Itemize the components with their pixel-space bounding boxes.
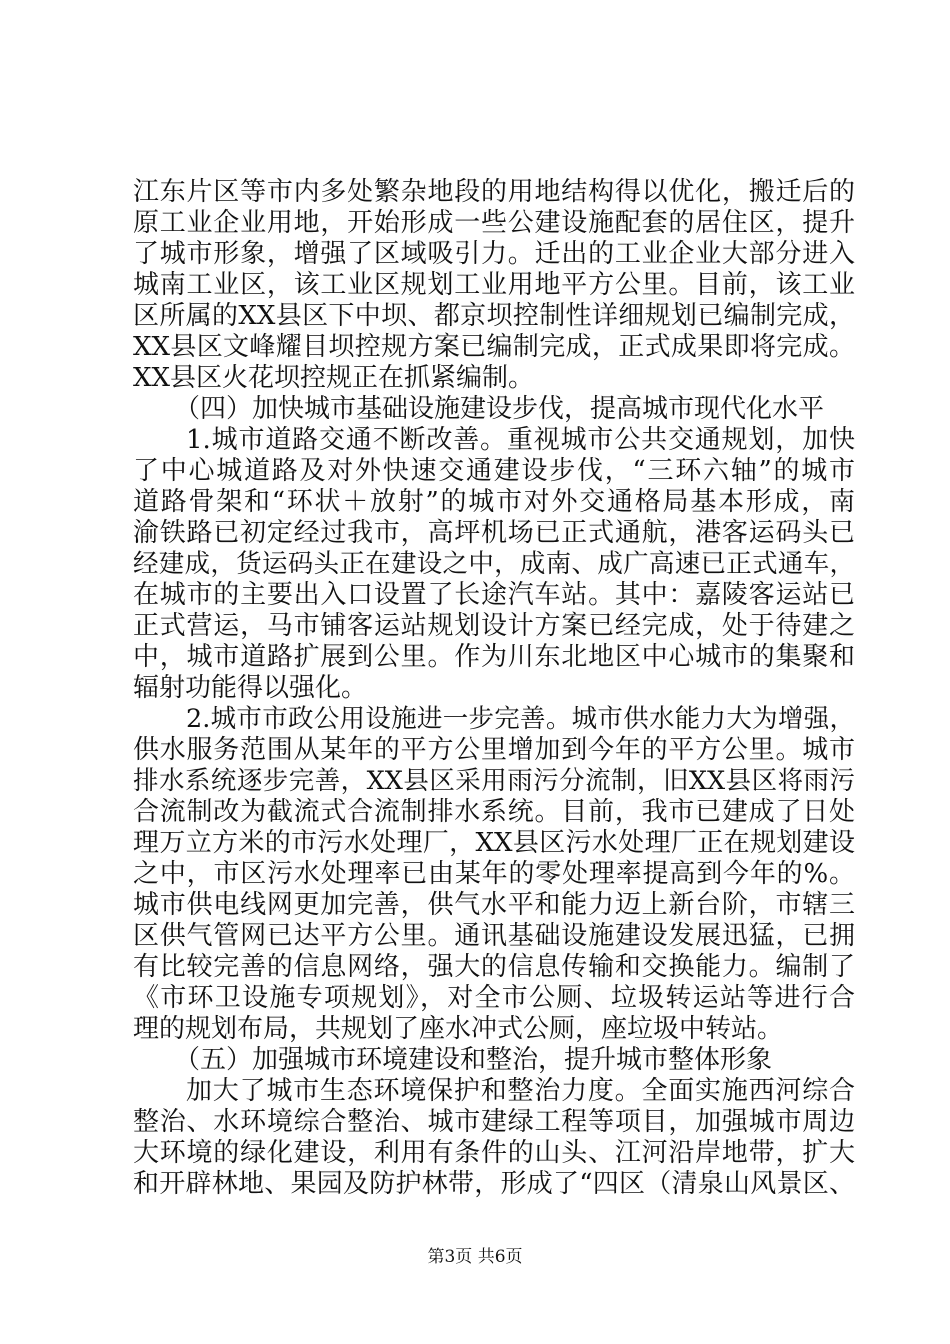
text-line: 原工业企业用地，开始形成一些公建设施配套的居住区，提升 bbox=[133, 208, 855, 238]
text-line: 正式营运，马市铺客运站规划设计方案已经完成，处于待建之 bbox=[133, 611, 855, 641]
text-line: 了城市形象，增强了区域吸引力。迁出的工业企业大部分进入 bbox=[133, 239, 855, 269]
text-line: 整治、水环境综合整治、城市建绿工程等项目，加强城市周边 bbox=[133, 1107, 855, 1137]
text-line: 排水系统逐步完善，XX县区采用雨污分流制，旧XX县区将雨污 bbox=[133, 766, 855, 796]
text-line: 大环境的绿化建设，利用有条件的山头、江河沿岸地带，扩大 bbox=[133, 1138, 855, 1168]
text-line: 1.城市道路交通不断改善。重视城市公共交通规划，加快 bbox=[186, 425, 855, 455]
section-heading: （四）加快城市基础设施建设步伐，提高城市现代化水平 bbox=[174, 394, 825, 424]
text-line: 和开辟林地、果园及防护林带，形成了“四区（清泉山风景区、 bbox=[133, 1169, 855, 1199]
text-line: 之中，市区污水处理率已由某年的零处理率提高到今年的%。 bbox=[133, 859, 855, 889]
text-line: 道路骨架和“环状＋放射”的城市对外交通格局基本形成，南 bbox=[133, 487, 855, 517]
text-line: 2.城市市政公用设施进一步完善。城市供水能力大为增强， bbox=[186, 704, 855, 734]
text-line: 渝铁路已初定经过我市，高坪机场已正式通航，港客运码头已 bbox=[133, 518, 855, 548]
text-line: 《市环卫设施专项规划》，对全市公厕、垃圾转运站等进行合 bbox=[133, 983, 855, 1013]
text-line: 城南工业区，该工业区规划工业用地平方公里。目前，该工业 bbox=[133, 270, 855, 300]
text-line: XX县区文峰耀目坝控规方案已编制完成，正式成果即将完成。 bbox=[133, 332, 855, 362]
text-line: 加大了城市生态环境保护和整治力度。全面实施西河综合 bbox=[186, 1076, 855, 1106]
text-line: 理万立方米的市污水处理厂，XX县区污水处理厂正在规划建设 bbox=[133, 828, 855, 858]
section-heading: （五）加强城市环境建设和整治，提升城市整体形象 bbox=[174, 1045, 773, 1075]
text-line: 经建成，货运码头正在建设之中，成南、成广高速已正式通车， bbox=[133, 549, 855, 579]
text-line: XX县区火花坝控规正在抓紧编制。 bbox=[133, 363, 535, 393]
text-line: 中，城市道路扩展到公里。作为川东北地区中心城市的集聚和 bbox=[133, 642, 855, 672]
text-line: 合流制改为截流式合流制排水系统。目前，我市已建成了日处 bbox=[133, 797, 855, 827]
text-line: 在城市的主要出入口设置了长途汽车站。其中：嘉陵客运站已 bbox=[133, 580, 855, 610]
text-line: 江东片区等市内多处繁杂地段的用地结构得以优化，搬迁后的 bbox=[133, 177, 855, 207]
text-line: 城市供电线网更加完善，供气水平和能力迈上新台阶，市辖三 bbox=[133, 890, 855, 920]
page-footer: 第3页 共6页 bbox=[427, 1247, 523, 1267]
text-line: 区所属的XX县区下中坝、都京坝控制性详细规划已编制完成， bbox=[133, 301, 855, 331]
text-line: 供水服务范围从某年的平方公里增加到今年的平方公里。城市 bbox=[133, 735, 855, 765]
text-line: 了中心城道路及对外快速交通建设步伐，“三环六轴”的城市 bbox=[133, 456, 855, 486]
text-line: 理的规划布局，共规划了座水冲式公厕，座垃圾中转站。 bbox=[133, 1014, 784, 1044]
text-line: 有比较完善的信息网络，强大的信息传输和交换能力。编制了 bbox=[133, 952, 855, 982]
text-line: 区供气管网已达平方公里。通讯基础设施建设发展迅猛，已拥 bbox=[133, 921, 855, 951]
text-line: 辐射功能得以强化。 bbox=[133, 673, 368, 703]
